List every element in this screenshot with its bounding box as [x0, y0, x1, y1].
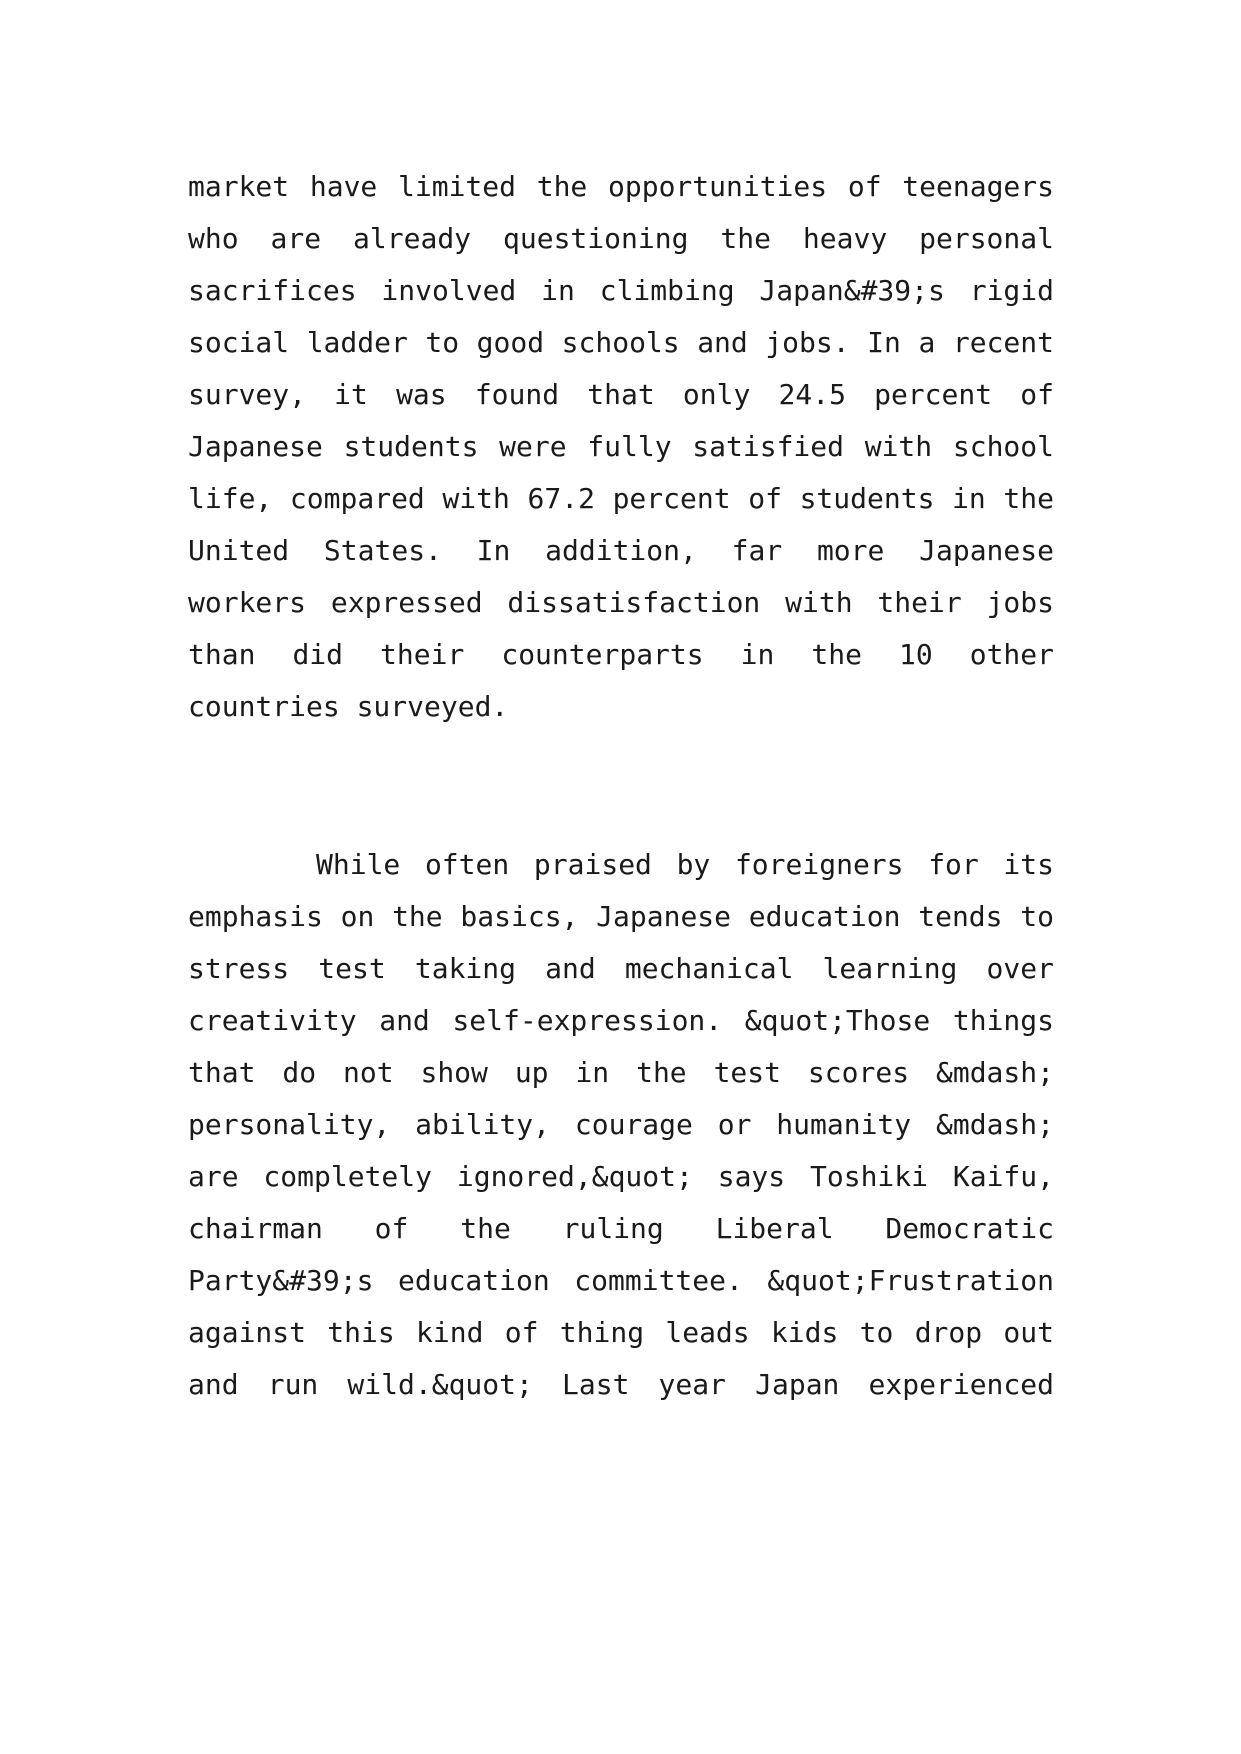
paragraph-1-line: sacrifices involved in climbing Japan&#39;s rigid — [188, 274, 1054, 307]
paragraph-2-line: and run wild.&quot; Last year Japan experienced — [188, 1368, 1054, 1401]
paragraph-2-line: stress test taking and mechanical learning over — [188, 952, 1054, 985]
paragraph-2-line: chairman of the ruling Liberal Democratic — [188, 1212, 1054, 1245]
paragraph-2-line: creativity and self-expression. &quot;Those things — [188, 1004, 1054, 1037]
paragraph-1-line: social ladder to good schools and jobs. In a recent — [188, 326, 1054, 359]
paragraph-1-line: workers expressed dissatisfaction with their jobs — [188, 586, 1054, 619]
paragraph-2-line: that do not show up in the test scores &mdash; — [188, 1056, 1054, 1089]
paragraph-2-line: While often praised by foreigners for its — [316, 848, 1054, 881]
paragraph-2-line: Party&#39;s education committee. &quot;Frustration — [188, 1264, 1054, 1297]
paragraph-1-line: life, compared with 67.2 percent of students in the — [188, 482, 1054, 515]
paragraph-2-line: against this kind of thing leads kids to drop out — [188, 1316, 1054, 1349]
paragraph-2-line: personality, ability, courage or humanity &mdash; — [188, 1108, 1054, 1141]
paragraph-1-line: who are already questioning the heavy personal — [188, 222, 1054, 255]
paragraph-2-line: are completely ignored,&quot; says Toshiki Kaifu, — [188, 1160, 1054, 1193]
paragraph-1-line: Japanese students were fully satisfied with school — [188, 430, 1054, 463]
paragraph-1-line: market have limited the opportunities of teenagers — [188, 170, 1054, 203]
paragraph-1-line: survey, it was found that only 24.5 percent of — [188, 378, 1054, 411]
paragraph-1-line: countries surveyed. — [188, 690, 509, 723]
paragraph-2-line: emphasis on the basics, Japanese education tends to — [188, 900, 1054, 933]
paragraph-1-line: than did their counterparts in the 10 other — [188, 638, 1054, 671]
paragraph-1-line: United States. In addition, far more Japanese — [188, 534, 1054, 567]
